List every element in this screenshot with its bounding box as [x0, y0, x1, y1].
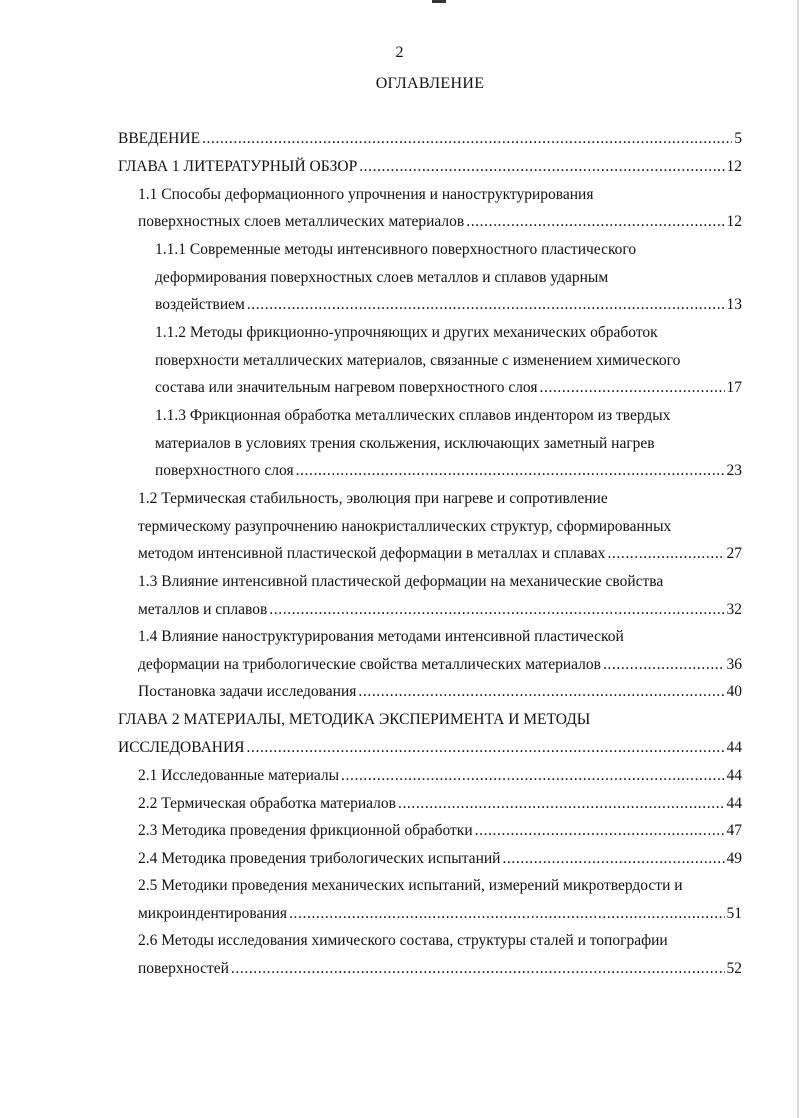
toc-entry-line: [155, 239, 742, 261]
toc-entry-text: термическому разупрочнению нанокристаллических структур, сформированных: [138, 517, 672, 535]
dot-leader: [231, 958, 725, 980]
toc-entry-last-line: [138, 765, 742, 787]
dot-leader: [247, 737, 725, 759]
toc-entry-text: 1.4 Влияние наноструктурирования методами интенсивной пластической: [138, 628, 624, 645]
toc-entry-text: воздействием: [155, 296, 245, 313]
toc-entry-last-line: [138, 903, 742, 925]
dot-leader: [607, 543, 724, 565]
toc-page-number: 36: [726, 655, 742, 673]
toc-page-number: 51: [726, 904, 742, 922]
toc-entry-line: [138, 488, 742, 510]
scan-top-mark: [432, 0, 446, 3]
toc-entry: [138, 820, 742, 842]
toc-entry: [138, 875, 742, 925]
page-number: 2: [395, 44, 404, 61]
toc-entry-last-line: [138, 543, 742, 565]
toc-entry-line: [138, 875, 742, 897]
toc-entry-text: Постановка задачи исследования: [138, 683, 357, 700]
toc-entry-text: металлов и сплавов: [138, 600, 268, 618]
toc-page-number: 17: [726, 379, 742, 396]
dot-leader: [359, 156, 724, 178]
dot-leader: [358, 681, 724, 703]
toc-entry: [138, 626, 742, 676]
toc-page-number: 5: [734, 130, 742, 147]
toc-entry-text: 1.1.2 Методы фрикционно-упрочняющих и других механических обработок: [155, 324, 658, 341]
toc-entry-line: [155, 433, 742, 455]
toc-entry-text: деформирования поверхностных слоев металлов и сплавов ударным: [155, 268, 609, 286]
toc-entry-text: 1.3 Влияние интенсивной пластической деформации на механические свойства: [138, 573, 664, 590]
toc-page-number: 49: [726, 850, 742, 867]
dot-leader: [466, 211, 724, 233]
toc-entry-text: 1.2 Термическая стабильность, эволюция при нагреве и сопротивление: [138, 490, 608, 507]
toc-entry-line: [138, 184, 742, 206]
dot-leader: [202, 128, 732, 150]
toc-entry: [118, 709, 742, 759]
toc-entry: [155, 405, 742, 482]
toc-page-number: 40: [726, 683, 742, 700]
toc-entry-text: поверхностных слоев металлических материалов: [138, 213, 465, 230]
toc-entry-line: [155, 350, 742, 372]
toc-entry-text: поверхности металлических материалов, связанные с изменением химического: [155, 351, 681, 369]
toc-entry-text: микроиндентирования: [138, 904, 288, 922]
toc-entry: [138, 848, 742, 870]
toc-page-number: 27: [726, 545, 742, 562]
toc-entry-text: ИССЛЕДОВАНИЯ: [118, 738, 245, 756]
toc-entry: [138, 184, 742, 233]
toc-entry-last-line: [118, 128, 742, 150]
toc-entry: [138, 681, 742, 703]
toc-entry-text: 1.1 Способы деформационного упрочнения и наноструктурирования: [138, 186, 594, 203]
dot-leader: [475, 820, 725, 842]
toc-entry-last-line: [138, 654, 742, 676]
toc-entry-text: поверхностей: [138, 959, 229, 977]
toc-entry-text: 2.6 Методы исследования химического состава, структуры сталей и топографии: [138, 932, 668, 949]
toc-entry-text: ВВЕДЕНИЕ: [118, 130, 201, 147]
toc-entry-last-line: [155, 377, 742, 399]
toc-title: ОГЛАВЛЕНИЕ: [375, 75, 485, 92]
toc-page-number: 12: [726, 213, 742, 230]
toc-page-number: 44: [726, 767, 742, 784]
toc-entry-text: 1.1.1 Современные методы интенсивного поверхностного пластического: [155, 241, 637, 258]
toc-entry-text: 2.1 Исследованные материалы: [138, 767, 340, 784]
dot-leader: [540, 377, 725, 399]
toc-entry: [118, 128, 742, 150]
toc-page-number: 44: [726, 795, 742, 812]
toc-entry: [138, 571, 742, 621]
toc-entry-text: ГЛАВА 1 ЛИТЕРАТУРНЫЙ ОБЗОР: [118, 158, 358, 175]
dot-leader: [269, 599, 724, 621]
toc-entry-line: [155, 405, 742, 427]
toc-entry-last-line: [138, 958, 742, 980]
toc-page-number: 47: [726, 822, 742, 839]
toc-entry-text: 2.5 Методики проведения механических испытаний, измерений микротвердости и: [138, 877, 683, 894]
toc-entry-line: [138, 516, 742, 538]
toc-entry-text: 2.3 Методика проведения фрикционной обработки: [138, 822, 473, 839]
toc-entry-text: 1.1.3 Фрикционная обработка металлических сплавов индентором из твердых: [155, 407, 671, 424]
toc-entry-text: ГЛАВА 2 МАТЕРИАЛЫ, МЕТОДИКА ЭКСПЕРИМЕНТА И МЕТОДЫ: [118, 711, 591, 728]
dot-leader: [341, 765, 724, 787]
toc-entry-line: [138, 626, 742, 648]
toc-entry: [118, 156, 742, 178]
toc-entry-line: [118, 709, 742, 731]
toc-entry-last-line: [138, 599, 742, 621]
toc-entry-line: [138, 571, 742, 593]
toc-page-number: 13: [726, 296, 742, 313]
toc-page-number: 32: [726, 600, 742, 618]
toc-entry-text: деформации на трибологические свойства металлических материалов: [138, 655, 601, 673]
toc-entry-text: 2.2 Термическая обработка материалов: [138, 795, 396, 812]
dot-leader: [502, 848, 724, 870]
toc-entry-line: [138, 930, 742, 952]
toc-entry-last-line: [155, 294, 742, 316]
toc-entry-text: методом интенсивной пластической деформации в металлах и сплавах: [138, 545, 606, 562]
toc-entry-last-line: [138, 793, 742, 815]
toc-entry-last-line: [118, 737, 742, 759]
dot-leader: [289, 903, 724, 925]
toc-entry-last-line: [138, 820, 742, 842]
toc-entry-last-line: [138, 848, 742, 870]
toc-entry: [138, 488, 742, 565]
toc-entry-text: 2.4 Методика проведения трибологических испытаний: [138, 850, 501, 867]
toc-page-number: 12: [726, 158, 742, 175]
dot-leader: [398, 793, 725, 815]
toc-entry-line: [155, 322, 742, 344]
toc-entry-last-line: [138, 681, 742, 703]
toc-entry: [138, 793, 742, 815]
dot-leader: [603, 654, 725, 676]
toc-entry: [138, 930, 742, 980]
toc-entry-line: [155, 267, 742, 289]
toc-entry-text: поверхностного слоя: [155, 462, 294, 479]
toc-page-number: 52: [726, 959, 742, 977]
toc-entry-last-line: [138, 211, 742, 233]
toc-page-number: 23: [726, 462, 742, 479]
toc-entry-text: материалов в условиях трения скольжения, исключающих заметный нагрев: [155, 434, 655, 452]
dot-leader: [296, 460, 725, 482]
dot-leader: [247, 294, 725, 316]
toc-entry: [155, 239, 742, 316]
toc-entry-text: состава или значительным нагревом поверхностного слоя: [155, 379, 538, 396]
toc-entry-last-line: [155, 460, 742, 482]
toc-entry: [155, 322, 742, 399]
toc-entry-last-line: [118, 156, 742, 178]
toc-entry: [138, 765, 742, 787]
toc-page-number: 44: [726, 738, 742, 756]
